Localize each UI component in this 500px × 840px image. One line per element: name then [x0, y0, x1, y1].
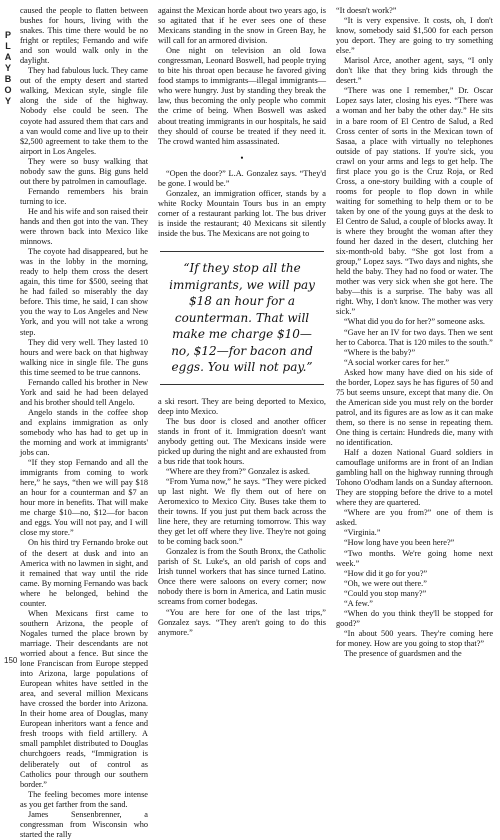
article-column-3 — [336, 6, 493, 661]
paragraph: He and his wife and son raised their hands and then got into the van. They were thrown back into Mexico like minnows. — [20, 206, 148, 247]
paragraph: “When do you think they'll be stopped for good?” — [336, 608, 493, 628]
magazine-name-vertical — [4, 30, 14, 107]
article-column-1 — [20, 6, 148, 839]
paragraph: “Open the door?” L.A. Gonzalez says. “They'd be gone. I would be.” — [158, 168, 326, 188]
magazine-name-letter: Y — [4, 96, 13, 106]
article-column-2 — [158, 6, 326, 661]
paragraph: “Where are they from?” Gonzalez is asked. — [166, 466, 310, 476]
paragraph: “Two months. We're going home next week.” — [336, 548, 493, 568]
paragraph: James Sensenbrenner, a congressman from Wisconsin who started the rally — [20, 809, 148, 839]
paragraph: “A social worker cares for her.” — [344, 357, 450, 367]
paragraph: “How did it go for you?” — [344, 568, 428, 578]
paragraph: “Oh, we were out there.” — [344, 578, 427, 588]
paragraph: “Where are you from?” one of them is asked. — [336, 508, 493, 528]
paragraph: “What did you do for her?” someone asks. — [344, 317, 486, 327]
paragraph: “It is very expensive. It costs, oh, I don't know, somebody said $1,500 for each person you deport. They are going to try something else.” — [336, 16, 493, 56]
paragraph: Fernando called his brother in New York and said he had been delayed and his brother should tell Angelo. — [20, 377, 148, 407]
paragraph: “How long have you been here?” — [344, 538, 455, 548]
paragraph: “There was one I remember,” Dr. Oscar Lopez says later, closing his eyes. “There was a woman and her baby the other day.” He sits in a bare room of El Centro de Salud, a Red Cross center of sorts in the Mexican town of Sasaa, a place with virtually no telephones outside of pay stations. If you're sick, you crawl on your arms and legs to get help. The first place you go is the Cruz Roja, or Red Cross, a one-story building with a couple of rooms for people to flop down in while waiting for something to help them or to be taken by one of the young guys at the desk to El Centro de Salud, a couple of blocks away. It is where they brought the woman after they found her dazed in the desert, clutching her six-month-old baby. “She got lost from a group,” Lopez says. “Two days and nights, she held the baby. They had no food or water. The mother was very sick when she got here. The baby—this is a surprise. The baby was all right. Why, I don't know. The mother was very sick.” — [336, 86, 493, 317]
paragraph: The bus door is closed and another officer stands in front of it. Immigration doesn't want anybody getting out. The Mexicans inside were picked up during the night and are exhausted from a bus ride that took hours. — [158, 416, 326, 466]
paragraph: “In about 500 years. They're coming here for money. How are you going to stop that?” — [336, 628, 493, 648]
paragraph: Marisol Arce, another agent, says, “I only don't like that they bring kids through the desert.” — [336, 56, 493, 86]
page-number: 150 — [4, 656, 18, 665]
paragraph: When Mexicans first came to southern Arizona, the people of Nogales turned the place brown by marriage. Their descendants are not worried about a fence. But since the lone Franciscan from Europe stepped into Arizona, large populations of European whites have settled in the area, and several million Mexicans have crossed the border into Arizona. In their home area of Douglas, many European inheritors want a fence and fresh troops with field artillery. A small pamphlet distributed to Douglas churchgoers reads, “Immigration is deliberately out of control as Catholics pour through our southern border.” — [20, 608, 148, 789]
magazine-name-letter: P — [4, 30, 13, 40]
pull-quote: “If they stop all the immigrants, we will pay $18 an hour for a counterman. That will make me charge $10—no, $12—for bacon and eggs. You will not pay.” — [160, 251, 324, 385]
paragraph: They had fabulous luck. They came out of the empty desert and started walking, Mexican style, single file along the side of the highway. Nobody else could be seen. The coyote had assured them that cars and a van would come and live up to their $2,500 agreement to take them to the airport in Los Angeles. — [20, 66, 148, 156]
paragraph: “Could you stop many?” — [344, 588, 427, 598]
paragraph: On his third try Fernando broke out of the desert at dusk and into an America with no lawmen in sight, and it remained that way until the ride came. By morning Fernando was back where he belonged, behind the counter. — [20, 538, 148, 608]
magazine-name-letter: A — [4, 52, 14, 62]
paragraph: Angelo stands in the coffee shop and explains immigration as only somebody who has had to get up in the morning and work at immigrants' jobs can. — [20, 407, 148, 458]
paragraph: Fernando remembers his brain turning to ice. — [20, 186, 148, 206]
paragraph: caused the people to flatten between bushes for hours, living with the snakes. This time there would be no fright or reptiles; Fernando and wife and son would walk only in the daylight. — [20, 6, 148, 66]
paragraph: “If they stop Fernando and all the immigrants from coming to work here,” he says, “then we will pay $18 an hour for a counterman and $7 an hour more in benefits. That will make me charge $10—no, $12—for bacon and eggs. You will not pay, and I will close my store.” — [20, 458, 148, 538]
paragraph: Gonzalez, an immigration officer, stands by a white Rocky Mountain Tours bus in an empty corner of a restaurant parking lot. The bus driver is inside the restaurant; 40 Mexicans sit silently inside the bus. The Mexicans are not going to — [158, 188, 326, 238]
paragraph: Asked how many have died on his side of the border, Lopez says he has figures of 50 and 75 but seems unsure, except that many die. On the American side you must rely on the border patrol, and its figures are as low as it can make them, so there is no sense in repeating them. One thing is certain: Hundreds die, many with no identification. — [336, 367, 493, 448]
paragraph: “From Yuma now,” he says. “They were picked up last night. We fly them out of here on Aeromexico to Mexico City. Buses take them to their towns. If you just put them back across the line here, they are returning tomorrow. This way they get let off where they live. They're not going to be coming back soon.” — [158, 476, 326, 547]
paragraph: against the Mexican horde about two years ago, is so agitated that if he ever sees one of these Mexicans standing in the snow in Green Bay, he will call for an armored division. — [158, 6, 326, 46]
paragraph: The presence of guardsmen and the — [344, 649, 462, 658]
paragraph: a ski resort. They are being deported to Mexico, deep into Mexico. — [158, 396, 326, 416]
magazine-name-letter: O — [4, 85, 14, 95]
paragraph: “You are here for one of the last trips,” Gonzalez says. “They aren't going to do this anymore.” — [158, 607, 326, 637]
paragraph: The feeling becomes more intense as you get farther from the sand. — [20, 789, 148, 809]
paragraph: Gonzalez is from the South Bronx, the Catholic parish of St. Luke's, an old parish of cops and Irish tunnel workers that has since turned Latino. Once there were saloons on every corner; now nobody there is born in America, and Latin music screams from corner bodegas. — [158, 547, 326, 607]
paragraph: Half a dozen National Guard soldiers in camouflage uniforms are in front of an Indian gambling hall on the highway running through Tohono O'odham lands on a Sunday afternoon. They are stopping before the drive to a motel where they are quartered. — [336, 448, 493, 508]
paragraph: They did very well. They lasted 10 hours and were back on that highway walking nice in single file. The guns this time seemed to be true cannons. — [20, 337, 148, 377]
section-break-bullet: • — [240, 152, 244, 163]
paragraph: The coyote had disappeared, but he was in the lobby in the morning, ready to help them cross the desert again, this time for $500, seeing that he had failed so miserably the day before. This time, he said, I can show you the way to Los Angeles and New York, and you will not take a wrong step. — [20, 247, 148, 337]
magazine-name-letter: B — [4, 74, 14, 84]
paragraph: “Gave her an IV for two days. Then we sent her to Caborca. That is 120 miles to the south.” — [336, 327, 493, 347]
paragraph: “A few.” — [344, 598, 373, 608]
magazine-name-letter: L — [5, 41, 13, 51]
magazine-name-letter: Y — [4, 63, 13, 73]
paragraph: They were so busy walking that nobody saw the guns. Big guns held out there by patrolmen in camouflage. — [20, 156, 148, 186]
paragraph: “Virginia.” — [344, 528, 381, 538]
paragraph: “Where is the baby?” — [344, 347, 416, 357]
paragraph: “It doesn't work?” — [336, 6, 397, 15]
paragraph: One night on television an old Iowa congressman, Leonard Boswell, had people trying to bite his throat open because he favored giving food stamps to immigrants—illegal immigrants—who were hungry. Just by standing they break the law, thus becoming the only people who commit the crime of being. When Boswell was asked about treating immigrants in our hospitals, he said they should of course be treated if they need it. The crowd wanted him assassinated. — [158, 46, 326, 146]
